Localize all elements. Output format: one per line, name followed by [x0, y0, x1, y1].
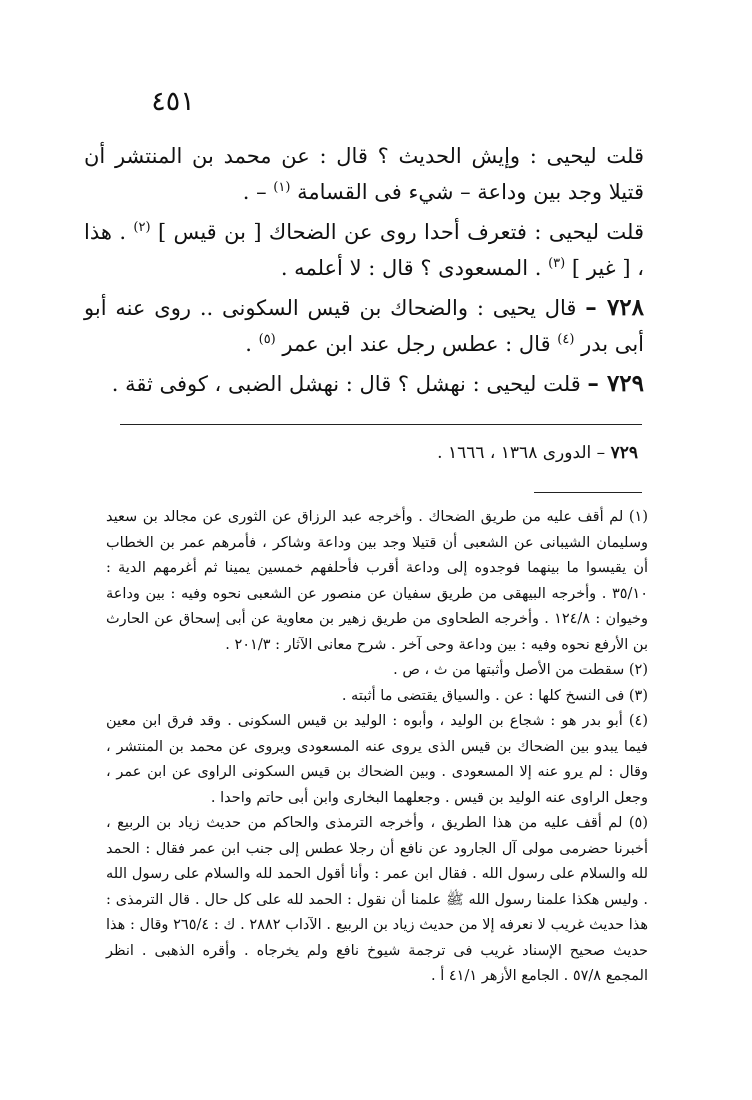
footnote-ref-3: (٣) — [548, 256, 566, 271]
page-number: ٤٥١ — [151, 86, 195, 117]
footnotes — [106, 505, 648, 990]
footnote-4: (٤) أبو بدر هو : شجاع بن الوليد ، وأبوه : الوليد بن قيس السكونى . وقد فرق ابن معين فيما يبدو بين الضحاك بن قيس الذى يروى عنه المسعودى ويروى عن محمد بن المنتشر ، وقال : لم يرو عنه إلا المسعودى . وبين الضحاك بن قيس السكونى الراوى عن ابن عمر ، وجعل الراوى عنه الوليد بن قيس . وجعلهما البخارى وابن أبى حاتم واحدا . — [106, 713, 648, 806]
footnote-divider — [534, 492, 642, 493]
paragraph-1-end: – . — [242, 180, 274, 204]
paragraph-728-text: قال يحيى : والضحاك بن قيس السكونى .. روى عنه أبو أبى بدر — [84, 296, 644, 356]
reference-line — [84, 441, 638, 465]
entry-number-728: ٧٢٨ – — [585, 294, 645, 321]
footnote-ref-5: (٥) — [258, 332, 276, 347]
footnote-ref-1: (١) — [273, 180, 291, 195]
paragraph-729 — [84, 366, 644, 402]
main-text — [84, 138, 644, 406]
entry-number-729: ٧٢٩ – — [587, 370, 644, 397]
footnote-2: (٢) سقطت من الأصل وأثبتها من ث ، ص . — [393, 662, 648, 678]
paragraph-2-text: قلت ليحيى : فتعرف أحدا روى عن الضحاك [ بن قيس ] — [157, 220, 644, 244]
main-divider — [120, 424, 642, 425]
paragraph-2-mid: . هذا ، [ غير ] — [84, 220, 644, 280]
footnote-3: (٣) فى النسخ كلها : عن . والسياق يقتضى ما أثبته . — [341, 687, 648, 704]
paragraph-728 — [84, 290, 644, 362]
paragraph-1 — [84, 138, 644, 210]
footnote-ref-2: (٢) — [133, 220, 151, 235]
paragraph-728-end: . — [245, 332, 259, 356]
paragraph-1-text: قلت ليحيى : وإيش الحديث ؟ قال : عن محمد بن المنتشر أن قتيلا وجد بين وداعة – شيء فى القسامة — [84, 144, 644, 204]
paragraph-2-end: . المسعودى ؟ قال : لا أعلمه . — [280, 256, 549, 280]
reference-number: ٧٢٩ — [610, 443, 638, 463]
footnote-1: (١) لم أقف عليه من طريق الضحاك . وأخرجه عبد الرزاق عن الثورى عن مجالد بن سعيد وسليمان الشيبانى عن الشعبى أن قتيلا وجد بين وداعة وشاكر ، فأمرهم عمر بن الخطاب أن يقيسوا ما بينهما فوجدوه إلى وداعة أقرب فأحلفهم خمسين يمينا ثم أغرمهم الدية : ٣٥/١٠ . وأخرجه البيهقى من طريق سفيان عن منصور عن الشعبى نحوه وفيه : بين وداعة وخيوان : ١٢٤/٨ . وأخرجه الطحاوى من طريق زهير بن معاوية عن أبى إسحاق عن الحارث بن الأرفع نحوه وفيه : بين وداعة وحى آخر . شرح معانى الآثار : ٢٠١/٣ . — [106, 509, 648, 653]
paragraph-728-mid: قال : عطس رجل عند ابن عمر — [275, 332, 558, 356]
reference-text: – الدورى ١٣٦٨ ، ١٦٦٦ . — [437, 443, 611, 463]
footnote-5: (٥) لم أقف عليه من هذا الطريق ، وأخرجه الترمذى والحاكم من حديث زياد بن الربيع ، أخبرنا حضرمى مولى آل الجارود عن نافع أن رجلا عطس إلى جنب ابن عمر فقال : الحمد لله والسلام على رسول الله . فقال ابن عمر : وأنا أقول الحمد لله والسلام على رسول الله . وليس هكذا علمنا رسول الله ﷺ علمنا أن نقول : الحمد لله على كل حال . قال الترمذى : هذا حديث غريب لا نعرفه إلا من حديث زياد بن الربيع . الآداب ٢٨٨٢ . ك : ٢٦٥/٤ وقال : هذا حديث صحيح الإسناد غريب فى ترجمة شيوخ نافع ولم يخرجاه . وأقره الذهبى . انظر المجمع ٥٧/٨ . الجامع الأزهر ٤١/١ أ . — [106, 815, 648, 984]
paragraph-2 — [84, 214, 644, 286]
footnote-ref-4: (٤) — [557, 332, 575, 347]
paragraph-729-text: قلت ليحيى : نهشل ؟ قال : نهشل الضبى ، كوفى ثقة . — [111, 372, 581, 396]
